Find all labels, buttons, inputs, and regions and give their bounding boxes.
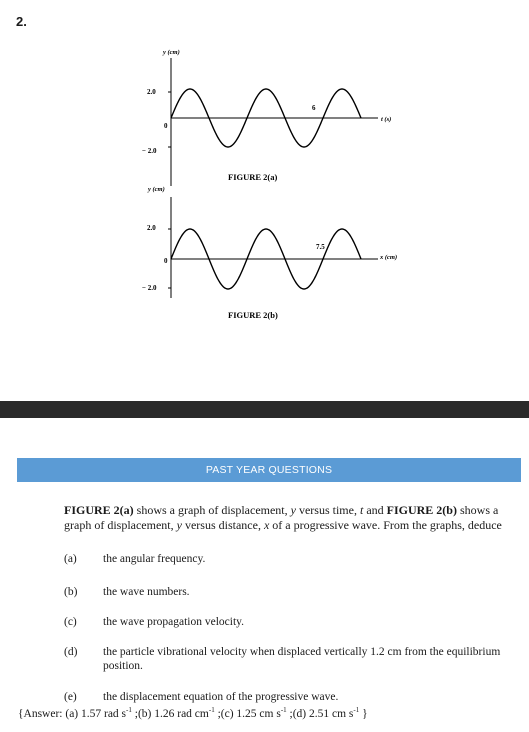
figure-2b-graph (0, 180, 529, 330)
item-text: the angular frequency. (103, 553, 206, 565)
question-intro (64, 503, 520, 533)
fig-ref-a: FIGURE 2(a) (64, 503, 134, 517)
question-number: 2. (16, 14, 27, 29)
item-key: (b) (64, 586, 78, 598)
answer-text: ;(c) 1.25 cm s (214, 707, 281, 720)
intro-text: shows a graph of displacement, (64, 503, 499, 532)
item-text: the wave numbers. (103, 586, 190, 598)
y-top-label: 2.0 (147, 88, 156, 96)
answer-exponent: -1 (208, 706, 215, 714)
item-key: (d) (64, 646, 78, 658)
item-key: (c) (64, 616, 77, 628)
answer-exponent: -1 (353, 706, 360, 714)
answer-exponent: -1 (126, 706, 132, 714)
answer-text: } (359, 707, 368, 720)
item-key: (a) (64, 553, 77, 565)
x-axis-label: x (cm) (380, 254, 398, 261)
answer-line (18, 706, 523, 720)
var-y: y (290, 503, 296, 517)
x-axis-label: t (s) (381, 116, 392, 123)
y-bottom-label: − 2.0 (142, 284, 157, 292)
origin-label: 0 (164, 122, 168, 130)
figure-caption: FIGURE 2(b) (228, 310, 278, 320)
intro-text: and (363, 503, 387, 517)
item-text: the wave propagation velocity. (103, 616, 245, 628)
answer-exponent: -1 (280, 706, 287, 714)
item-text: the particle vibrational velocity when displaced vertically 1.2 cm from the equilibrium position. (103, 646, 501, 672)
answer-text: {Answer: (a) 1.57 rad s (18, 707, 127, 720)
marked-x-label: 6 (312, 104, 316, 112)
y-bottom-label: − 2.0 (142, 147, 157, 155)
intro-text: shows a graph of displacement, (133, 503, 291, 517)
y-axis-label: y (cm) (148, 186, 165, 193)
separator-bar (0, 401, 529, 418)
intro-text: of a progressive wave. From the graphs, deduce (269, 518, 502, 532)
var-x: x (263, 518, 270, 532)
origin-label: 0 (164, 257, 168, 265)
marked-x-label: 7.5 (316, 243, 325, 251)
item-text: the displacement equation of the progressive wave. (103, 691, 339, 703)
item-key: (e) (64, 691, 77, 703)
intro-text: versus time, (295, 503, 360, 517)
intro-text: versus distance, (181, 518, 264, 532)
figure-caption: FIGURE 2(a) (228, 172, 278, 182)
section-banner: PAST YEAR QUESTIONS (17, 458, 521, 482)
var-t: t (359, 503, 364, 517)
var-y: y (176, 518, 182, 532)
y-axis-label: y (cm) (163, 49, 180, 56)
fig-ref-b: FIGURE 2(b) (386, 503, 457, 517)
answer-text: ;(b) 1.26 rad cm (131, 707, 209, 720)
y-top-label: 2.0 (147, 224, 156, 232)
answer-text: ;(d) 2.51 cm s (286, 707, 354, 720)
